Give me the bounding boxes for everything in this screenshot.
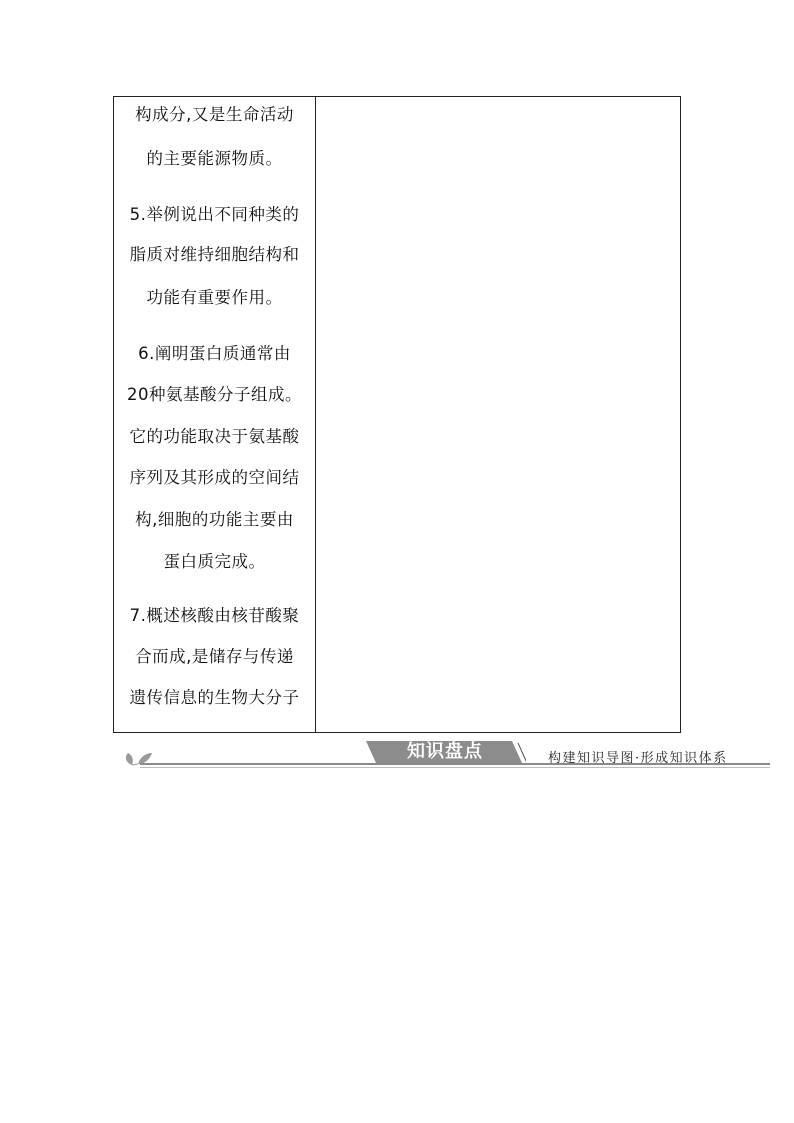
content-table — [113, 96, 681, 733]
banner-title: 知识盘点 — [407, 741, 483, 762]
table-line: 脂质对维持细胞结构和 — [129, 245, 300, 264]
table-right-column-empty — [316, 97, 680, 732]
banner-rule-thin — [140, 767, 770, 768]
table-line: 5.举例说出不同种类的 — [129, 205, 300, 224]
table-line: 合而成,是储存与传递 — [135, 647, 294, 666]
table-line: 7.概述核酸由核苷酸聚 — [129, 606, 300, 625]
table-line: 20种氨基酸分子组成。 — [127, 385, 302, 404]
leaf-icon — [118, 747, 154, 769]
table-line: 6.阐明蛋白质通常由 — [138, 344, 291, 363]
table-line: 的主要能源物质。 — [146, 149, 283, 168]
section-banner — [118, 741, 773, 771]
banner-subtitle: 构建知识导图·形成知识体系 — [548, 751, 728, 766]
table-line: 构,细胞的功能主要由 — [135, 510, 294, 529]
table-line: 遗传信息的生物大分子 — [129, 688, 300, 707]
table-line: 构成分,又是生命活动 — [135, 105, 294, 124]
table-line: 序列及其形成的空间结 — [129, 468, 300, 487]
table-line: 它的功能取决于氨基酸 — [129, 427, 300, 446]
table-line: 功能有重要作用。 — [146, 288, 283, 307]
table-line: 蛋白质完成。 — [163, 552, 266, 571]
